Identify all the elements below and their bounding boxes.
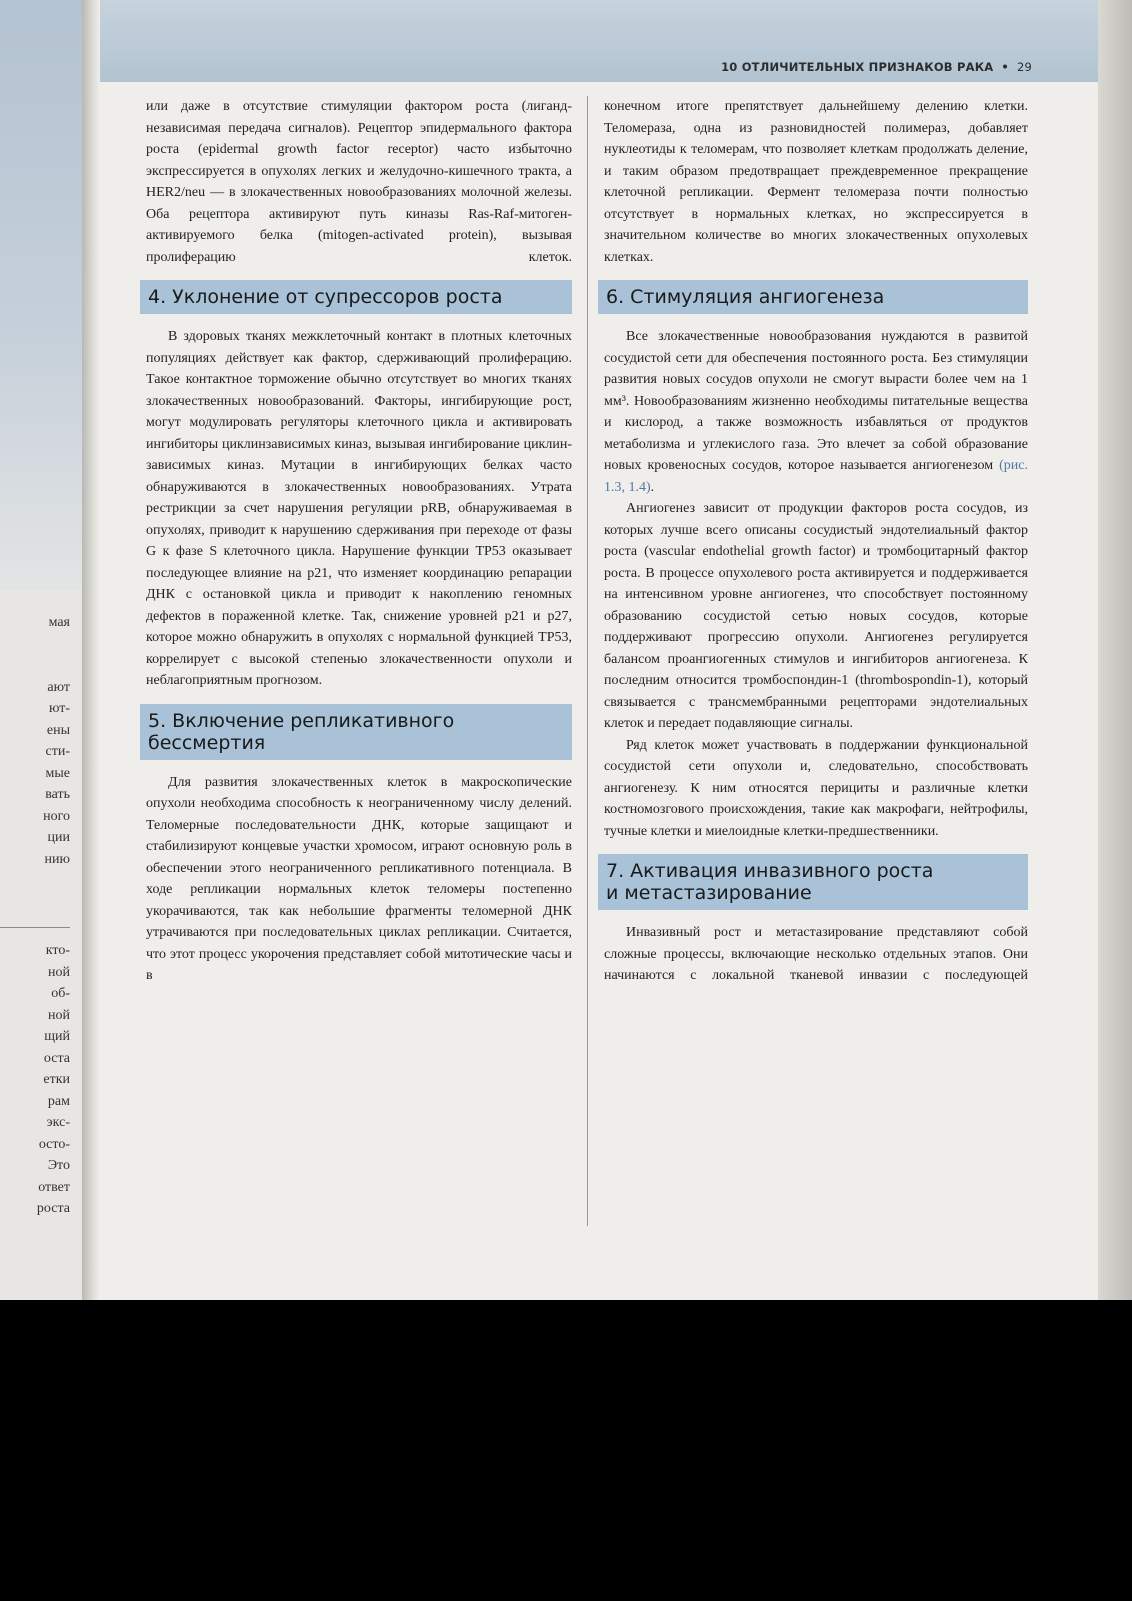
paragraph-text: Все злокачественные новообразования нуждаются в развитой сосудистой сети для обеспечения постоянного роста. Без стимуляции развития новых сосудов опухоли не смогут вырасти более чем на 1 мм³. Новообразованиям жизненно необходимы питательные вещества и кислород, а также возможность избавляться от продуктов метаболизма и углекислого газа. Это влечет за собой образование новых кровеносных сосудов, которое называется ангиогенезом bbox=[604, 329, 1028, 473]
heading-line: бессмертия bbox=[148, 731, 266, 754]
previous-page-divider bbox=[0, 927, 70, 928]
heading-line: 5. Включение репликативного bbox=[148, 709, 455, 732]
paragraph: Ряд клеток может участвовать в поддержании функциональной сосудистой сети опухоли и, следовательно, способствовать ангиогенезу. К ним относятся перициты и различные клетки костномозгового происхождения, такие как макрофаги, нейтрофилы, тучные клетки и миелоидные клетки-предшественники. bbox=[604, 737, 1028, 839]
fragment-line: рам bbox=[47, 1093, 70, 1109]
right-column bbox=[604, 96, 1028, 987]
column-divider bbox=[587, 96, 588, 1226]
paragraph: В здоровых тканях межклеточный контакт в плотных клеточных популяциях действует как фактор, сдерживающий пролиферацию. Такое контактное торможение обычно отсутствует во многих тканях злокачественных новообразований. Факторы, ингибирующие рост, могут модулировать регуляторы клеточного цикла и активировать ингибиторы циклинзависимых киназ, вызывая ингибирование циклин-зависимых киназ. Мутации в ингибирующих белках часто обнаруживаются в злокачественных новообразованиях. Утрата рестрикции за счет нарушения регуляции pRB, обнаруживаемая в опухолях, приводит к нарушению сдерживания при переходе от фазы G к фазе S клеточного цикла. Нарушение функции TP53 оказывает последующее влияние на p21, что изменяет координацию репарации ДНК с остановкой цикла и приводит к накоплению геномных дефектов в пораженной клетке. Так, снижение уровней p21 и p27, которое можно обнаружить в опухолях с нормальной функцией TP53, коррелирует с высокой степенью злокачественности опухоли и неблагоприятным прогнозом. bbox=[146, 329, 572, 688]
figure-reference-link[interactable]: (рис. 1.3, 1.4) bbox=[604, 458, 1028, 495]
fragment-line: ают bbox=[47, 679, 70, 695]
paragraph: конечном итоге препятствует дальнейшему делению клетки. Теломераза, одна из разновидностей полимераз, добавляет нуклеотиды к теломерам, что позволяет клеткам продолжать деление, и таким образом предотвращает преждевременное прекращение клеточной репликации. Фермент теломераза почти полностью отсутствует в нормальных клетках, но экспрессируется в значительном количестве во многих злокачественных опухолевых клетках. bbox=[604, 99, 1028, 265]
fragment-line: сти- bbox=[45, 744, 70, 759]
section-heading-6: 6. Стимуляция ангиогенеза bbox=[598, 280, 1028, 314]
section-heading-4: 4. Уклонение от супрессоров роста bbox=[140, 280, 572, 314]
paragraph bbox=[604, 326, 1028, 498]
running-head bbox=[721, 60, 1032, 74]
scan-background bbox=[0, 1300, 1132, 1601]
left-column bbox=[146, 96, 572, 987]
paragraph-end: . bbox=[650, 479, 655, 495]
page-number: 29 bbox=[1016, 60, 1032, 74]
fragment-line: вать bbox=[45, 787, 70, 802]
fragment-line: ной bbox=[48, 964, 70, 980]
fragment-line: кто- bbox=[45, 943, 70, 958]
fragment-line: ют- bbox=[48, 701, 70, 716]
section-heading-7 bbox=[598, 854, 1028, 910]
fragment-line: экс- bbox=[46, 1115, 70, 1130]
fragment-line: мая bbox=[48, 615, 70, 630]
fragment-line: ного bbox=[43, 808, 70, 824]
paragraph: Ангиогенез зависит от продукции факторов роста сосудов, из которых лучше всего описаны сосудистый эндотелиальный фактор роста (vascular endothelial growth factor) и тромбоцитарный фактор роста. В процессе опухолевого роста активируется и поддерживается на интенсивном уровне ангиогенез, что способствует постоянному образованию сосудистой сетью новых сосудов, которые поддерживают прогрессию опухоли. Ангиогенез регулируется балансом проангиогенных стимулов и ингибиторов ангиогенеза. К последним относится тромбоспондин-1 (thrombospondin-1), который связывается с трансмембранными рецепторами эндотелиальных клеток и передает подавляющие сигналы. bbox=[604, 501, 1028, 731]
previous-page-color-band bbox=[0, 0, 82, 590]
fragment-line: мые bbox=[45, 765, 70, 781]
fragment-line: осто- bbox=[38, 1136, 70, 1152]
section-heading-5 bbox=[140, 704, 572, 760]
fragment-line: оста bbox=[43, 1050, 70, 1066]
heading-line: 7. Активация инвазивного роста bbox=[606, 860, 934, 882]
fragment-line: ной bbox=[48, 1007, 70, 1023]
paragraph: Инвазивный рост и метастазирование представляют собой сложные процессы, включающие несколько отдельных этапов. Они начинаются с локальной тканевой инвазии с последующей bbox=[604, 925, 1028, 983]
previous-page-edge bbox=[0, 0, 82, 1300]
fragment-line: ответ bbox=[38, 1179, 70, 1195]
previous-page-text-fragments bbox=[0, 612, 70, 1220]
book-spine-shadow bbox=[82, 0, 100, 1300]
paragraph: или даже в отсутствие стимуляции фактором роста (лиганд-независимая передача сигналов). Рецептор эпидермального фактора роста (epidermal growth factor receptor) часто избыточно экспрессируется в опухолях легких и желудочно-кишечного тракта, а HER2/neu — в злокачественных новообразованиях молочной железы. Оба рецептора активируют путь киназы Ras-Raf-митоген-активируемого белка (mitogen-activated protein), вызывая пролиферацию клеток. bbox=[146, 99, 572, 265]
running-head-title: 10 ОТЛИЧИТЕЛЬНЫХ ПРИЗНАКОВ РАКА bbox=[721, 60, 994, 74]
fragment-line: щий bbox=[44, 1029, 70, 1044]
fragment-line: ции bbox=[47, 830, 70, 845]
fragment-line: ены bbox=[46, 722, 70, 738]
fragment-line: етки bbox=[43, 1072, 70, 1087]
running-head-separator: • bbox=[1001, 60, 1009, 74]
fragment-line: роста bbox=[36, 1201, 70, 1216]
heading-line: и метастазирование bbox=[606, 882, 812, 904]
fragment-line: Это bbox=[47, 1158, 70, 1173]
fragment-line: нию bbox=[44, 851, 70, 867]
paragraph: Для развития злокачественных клеток в макроскопические опухоли необходима способность к неограниченному числу делений. Теломерные последовательности ДНК, которые защищают и стабилизируют концевые участки хромосом, играют основную роль в обеспечении этого неограниченного репликативного потенциала. В ходе репликации нормальных клеток теломеры постепенно укорачиваются, так как небольшие фрагменты теломерной ДНК утрачиваются при последовательных циклах репликации. Считается, что этот процесс укорочения представляет собой митотические часы и в bbox=[146, 774, 572, 983]
fragment-line: об- bbox=[51, 986, 70, 1001]
